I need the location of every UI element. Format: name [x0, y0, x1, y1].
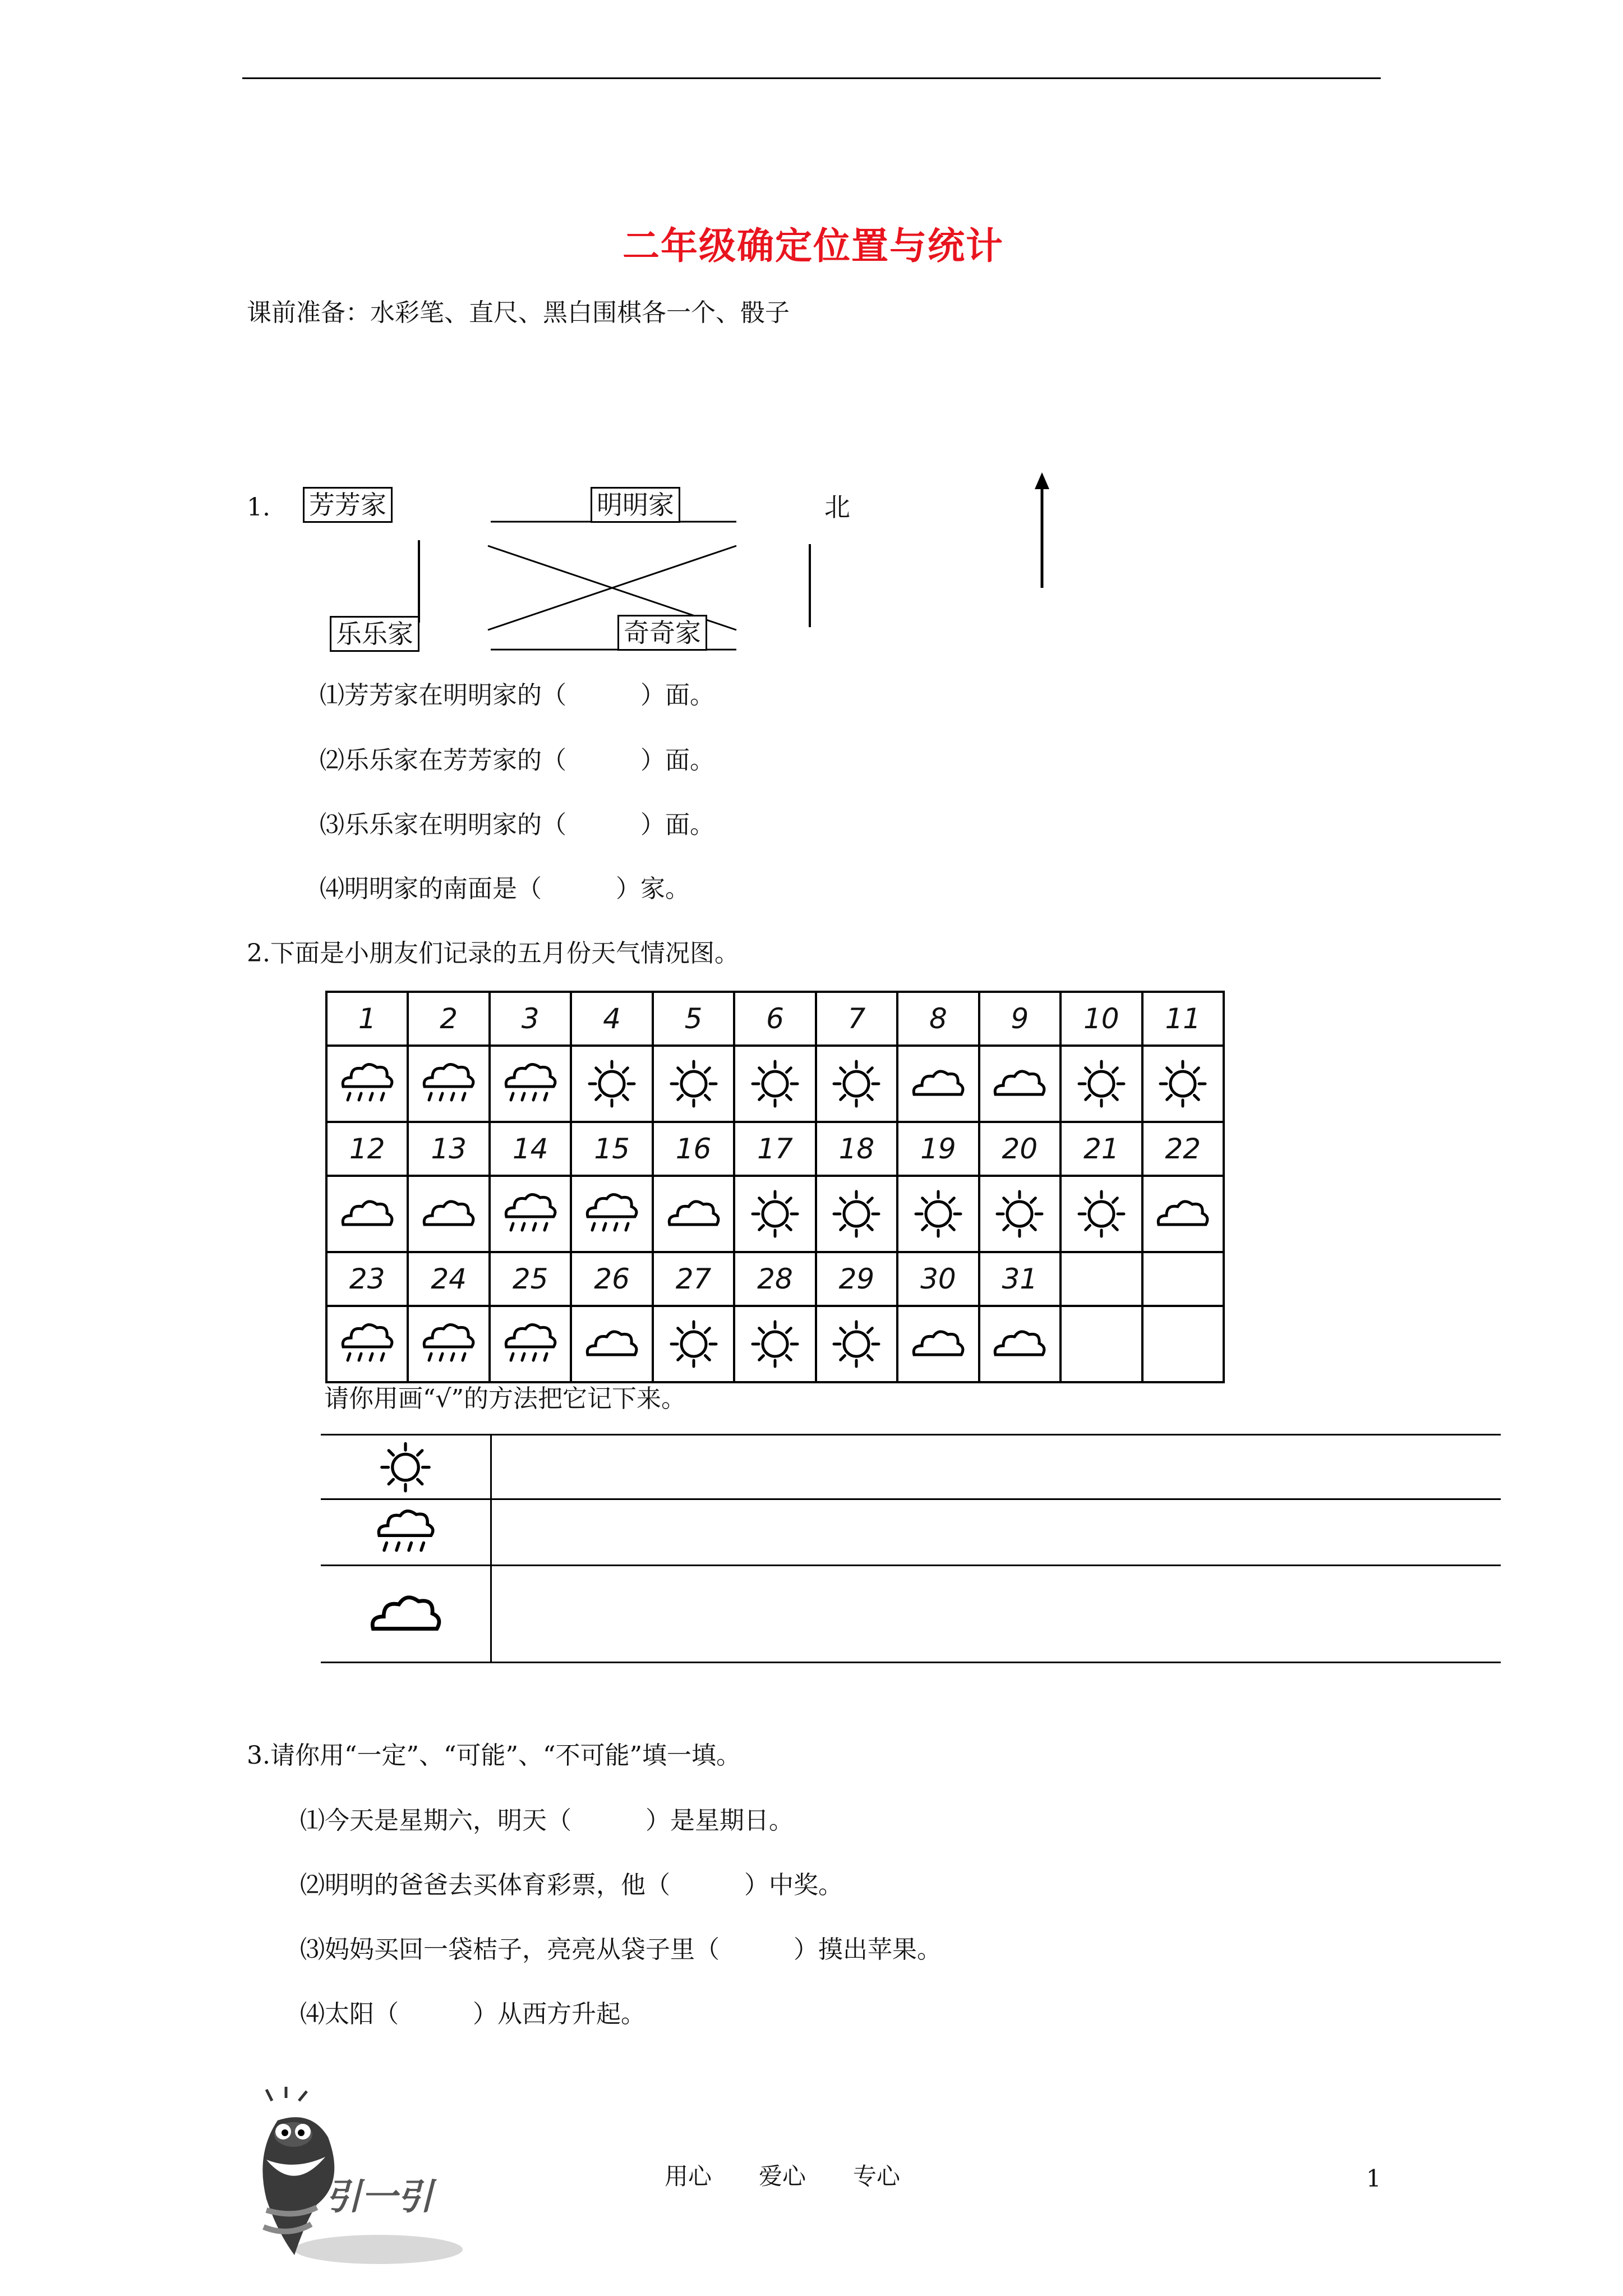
sun-icon [907, 1230, 969, 1240]
day-number-cell: 18 [816, 1122, 897, 1176]
cloud-icon [581, 1360, 643, 1370]
weather-cell [734, 1306, 815, 1382]
weather-cell [408, 1046, 489, 1122]
weather-cell [734, 1046, 815, 1122]
day-number-cell: 21 [1061, 1122, 1142, 1176]
north-label: 北 [824, 492, 850, 522]
q3-item-1: ⑴今天是星期六，明天（ ）是星期日。 [300, 1806, 794, 1835]
day-number-cell: 9 [979, 992, 1061, 1046]
day-number-cell: 25 [490, 1252, 571, 1306]
weather-cell [571, 1046, 652, 1122]
sun-icon [581, 1099, 643, 1110]
weather-cell [897, 1306, 979, 1382]
day-number-cell: 7 [816, 992, 897, 1046]
weather-icon-row [326, 1046, 1224, 1122]
day-number-cell: 8 [897, 992, 979, 1046]
day-number-cell: 2 [408, 992, 489, 1046]
q3-heading: 3.请你用“一定”、“可能”、“不可能”填一填。 [247, 1741, 741, 1770]
weather-cell [1142, 1176, 1224, 1252]
day-number-row [326, 1252, 1224, 1306]
cloud-icon [418, 1230, 479, 1240]
weather-cell [816, 1046, 897, 1122]
sun-icon [826, 1099, 887, 1110]
day-number-cell: 4 [571, 992, 652, 1046]
prep-line: 课前准备：水彩笔、直尺、黑白围棋各一个、骰子 [247, 298, 790, 327]
day-number-row [326, 992, 1224, 1046]
q3-item-2: ⑵明明的爸爸去买体育彩票，他（ ）中奖。 [300, 1871, 843, 1899]
day-number-cell: 29 [816, 1252, 897, 1306]
weather-cell [979, 1306, 1061, 1382]
cloud-icon [1152, 1230, 1214, 1240]
page-number: 1 [1366, 2165, 1381, 2192]
mingming-home-label: 明明家 [591, 487, 680, 523]
day-number-cell: 10 [1061, 992, 1142, 1046]
cloud-icon [989, 1099, 1050, 1110]
q1-item-1: ⑴芳芳家在明明家的（ ）面。 [320, 681, 714, 710]
weather-cell [816, 1176, 897, 1252]
day-number-cell: 20 [979, 1122, 1061, 1176]
weather-cell [653, 1306, 734, 1382]
weather-record-table [325, 991, 1225, 1383]
rain-cloud-icon [500, 1099, 561, 1110]
sun-icon [373, 1439, 438, 1495]
day-number-cell: 3 [490, 992, 571, 1046]
rain-cloud-icon [500, 1360, 561, 1370]
cloud-icon [663, 1230, 725, 1240]
footer-motto: 用心 爱心 专心 [665, 2162, 901, 2190]
weather-cell [816, 1306, 897, 1382]
day-number-cell [1142, 1252, 1224, 1306]
weather-cell [1142, 1046, 1224, 1122]
day-number-cell: 14 [490, 1122, 571, 1176]
tally-row-rain [321, 1500, 1501, 1566]
day-number-cell: 17 [734, 1122, 815, 1176]
day-number-cell: 5 [653, 992, 734, 1046]
weather-cell [979, 1176, 1061, 1252]
weather-cell [571, 1176, 652, 1252]
rain-cloud-icon [418, 1360, 479, 1370]
tally-rain-cell [321, 1500, 492, 1565]
q2-instruction: 请你用画“√”的方法把它记下来。 [324, 1384, 686, 1413]
day-number-cell: 19 [897, 1122, 979, 1176]
day-number-cell: 24 [408, 1252, 489, 1306]
tally-row-cloud [321, 1566, 1501, 1663]
tally-sun-cell [321, 1435, 492, 1498]
weather-cell [408, 1176, 489, 1252]
weather-cell [490, 1046, 571, 1122]
sun-icon [744, 1360, 806, 1370]
q3-item-3: ⑶妈妈买回一袋桔子，亮亮从袋子里（ ）摸出苹果。 [300, 1935, 942, 1964]
q2-heading: 2.下面是小朋友们记录的五月份天气情况图。 [247, 939, 739, 968]
weather-cell [1061, 1176, 1142, 1252]
fangfang-home-label: 芳芳家 [303, 487, 393, 523]
sun-icon [744, 1099, 806, 1110]
day-number-cell: 13 [408, 1122, 489, 1176]
q1-item-4: ⑷明明家的南面是（ ）家。 [320, 875, 690, 903]
weather-icon-row [326, 1306, 1224, 1382]
rain-cloud-icon [372, 1503, 440, 1561]
tally-cloud-cell [321, 1566, 492, 1662]
sun-icon [663, 1099, 725, 1110]
weather-cell [571, 1306, 652, 1382]
weather-cell [326, 1046, 408, 1122]
rain-cloud-icon [336, 1099, 398, 1110]
rain-cloud-icon [336, 1360, 398, 1370]
weather-cell [1061, 1046, 1142, 1122]
day-number-cell: 27 [653, 1252, 734, 1306]
qiqi-home-label: 奇奇家 [617, 615, 707, 651]
weather-cell [897, 1046, 979, 1122]
day-number-cell [1061, 1252, 1142, 1306]
weather-cell [734, 1176, 815, 1252]
lele-home-label: 乐乐家 [330, 616, 419, 652]
day-number-cell: 1 [326, 992, 408, 1046]
day-number-cell: 28 [734, 1252, 815, 1306]
sun-icon [1071, 1230, 1132, 1240]
cloud-icon [364, 1579, 448, 1649]
weather-cell [490, 1306, 571, 1382]
weather-cell [653, 1176, 734, 1252]
tally-row-sun [321, 1435, 1501, 1500]
sun-icon [826, 1230, 887, 1240]
day-number-cell: 15 [571, 1122, 652, 1176]
q1-number: 1. [247, 493, 270, 522]
day-number-cell: 31 [979, 1252, 1061, 1306]
sun-icon [989, 1230, 1050, 1240]
cloud-icon [336, 1230, 398, 1240]
weather-cell [897, 1176, 979, 1252]
sun-icon [1152, 1099, 1214, 1110]
logo-text: 引一引 [325, 2177, 433, 2218]
weather-cell [653, 1046, 734, 1122]
weather-cell [326, 1176, 408, 1252]
weather-cell [1142, 1306, 1224, 1382]
day-number-cell: 6 [734, 992, 815, 1046]
sun-icon [663, 1360, 725, 1370]
day-number-cell: 16 [653, 1122, 734, 1176]
tally-table [321, 1434, 1501, 1663]
day-number-row [326, 1122, 1224, 1176]
weather-cell [979, 1046, 1061, 1122]
day-number-cell: 30 [897, 1252, 979, 1306]
rain-cloud-icon [418, 1099, 479, 1110]
cloud-icon [989, 1360, 1050, 1370]
q1-item-2: ⑵乐乐家在芳芳家的（ ）面。 [320, 746, 714, 775]
rain-cloud-icon [500, 1230, 561, 1240]
day-number-cell: 26 [571, 1252, 652, 1306]
sun-icon [744, 1230, 806, 1240]
day-number-cell: 23 [326, 1252, 408, 1306]
day-number-cell: 11 [1142, 992, 1224, 1046]
day-number-cell: 22 [1142, 1122, 1224, 1176]
rain-cloud-icon [581, 1230, 643, 1240]
q1-item-3: ⑶乐乐家在明明家的（ ）面。 [320, 811, 714, 839]
page-title: 二年级确定位置与统计 [623, 224, 1004, 268]
weather-cell [1061, 1306, 1142, 1382]
cloud-icon [907, 1099, 969, 1110]
weather-icon-row [326, 1176, 1224, 1252]
day-number-cell: 12 [326, 1122, 408, 1176]
weather-cell [408, 1306, 489, 1382]
weather-cell [326, 1306, 408, 1382]
q3-item-4: ⑷太阳（ ）从西方升起。 [300, 2000, 645, 2028]
weather-cell [490, 1176, 571, 1252]
header-rule [242, 77, 1381, 79]
sun-icon [826, 1360, 887, 1370]
sun-icon [1071, 1099, 1132, 1110]
cloud-icon [907, 1360, 969, 1370]
